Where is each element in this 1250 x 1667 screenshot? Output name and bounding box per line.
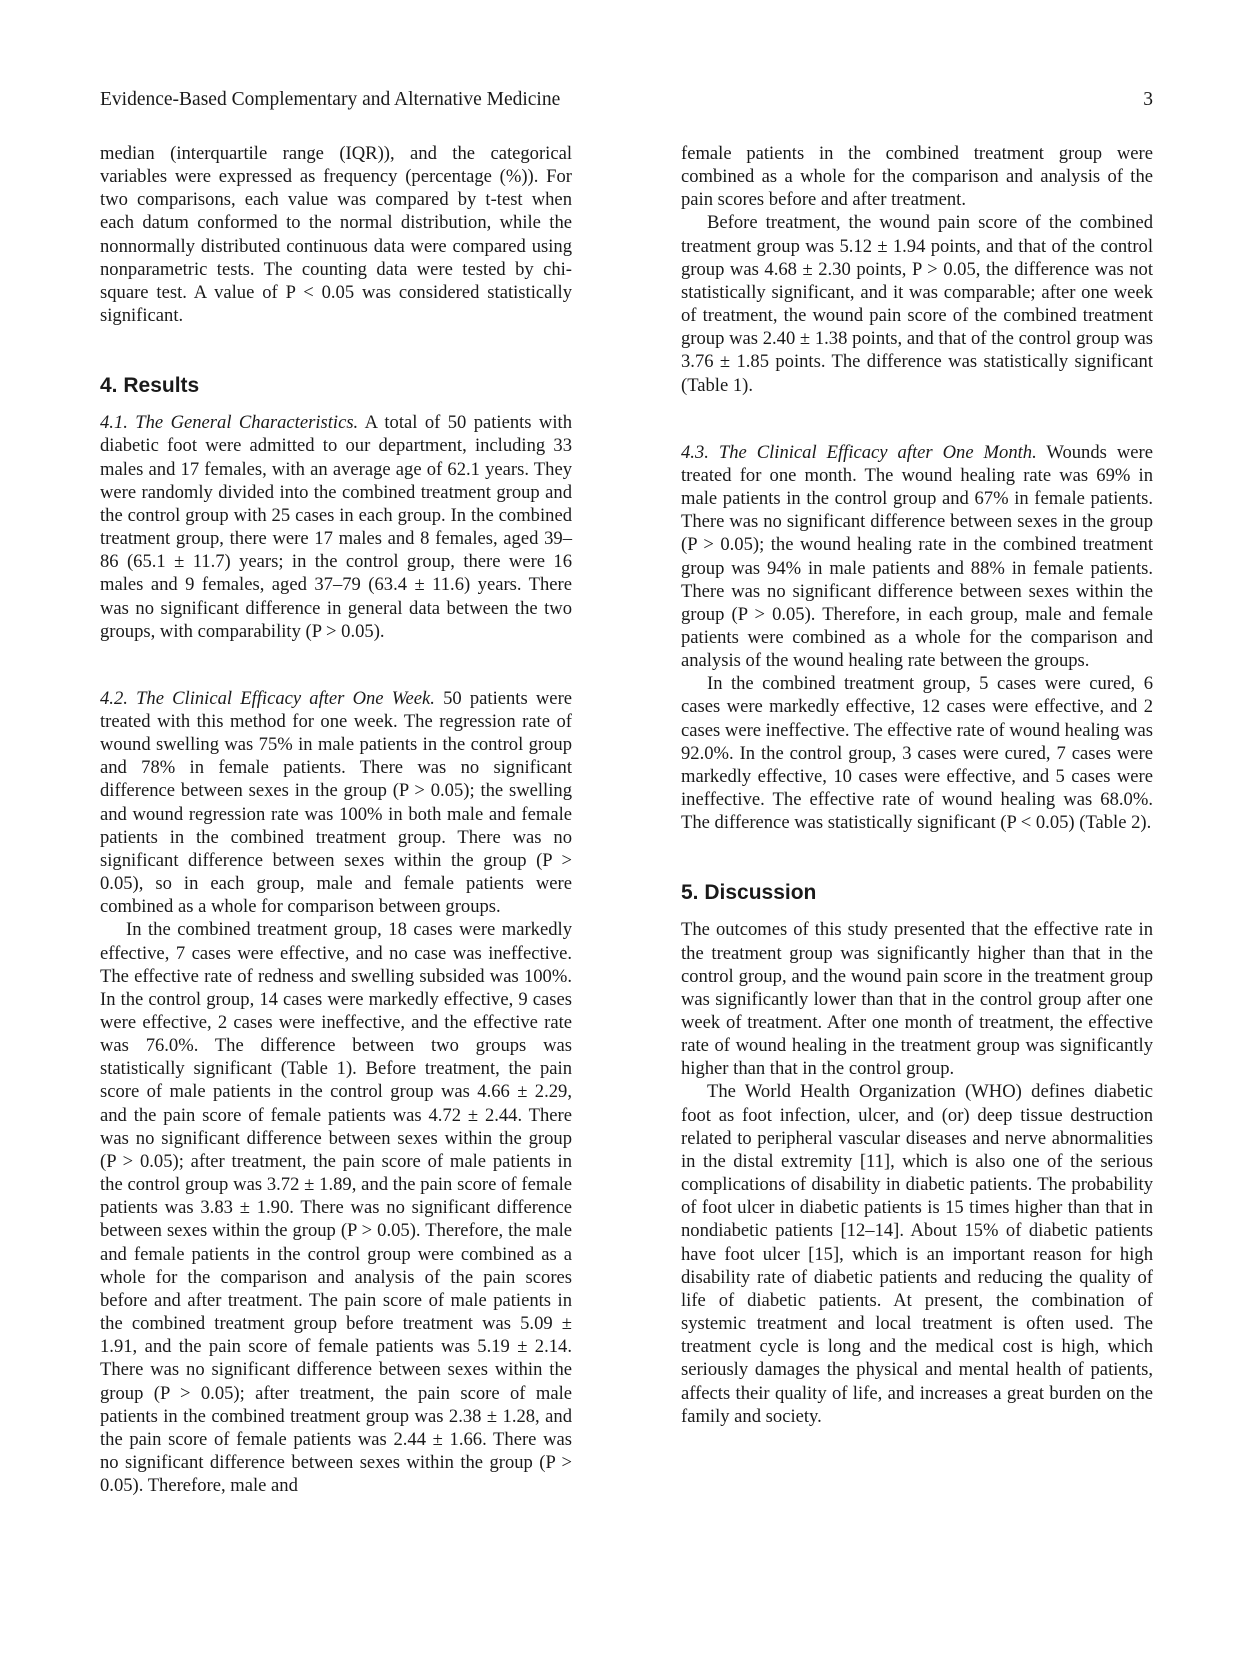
section-4-1-title: 4.1. The General Characteristics. [100,412,359,434]
discussion-heading: 5. Discussion [681,881,817,905]
left-column [100,142,572,1497]
pain-scores-continuation-paragraph: female patients in the combined treatment group were combined as a whole for the comparison and analysis of the pain scores before and after treatment. [681,143,1153,211]
section-4-1-paragraph [100,411,572,643]
running-header [100,88,1153,112]
section-4-3-text: Wounds were treated for one month. The wound healing rate was 69% in male patients in the control group and 67% in female patients. There was no significant difference between sexes in the group (P > 0.05); the wound healing rate in the combined treatment group was 94% in male patients and 88% in female patients. There was no significant difference between sexes within the group (P > 0.05). Therefore, in each group, male and female patients were combined as a whole for the comparison and analysis of the wound healing rate between the groups. [681,441,1153,672]
section-4-2-text: 50 patients were treated with this method for one week. The regression rate of wound swelling was 75% in male patients in the control group and 78% in female patients. There was no significant difference between sexes in the group (P > 0.05); the swelling and wound regression rate was 100% in both male and female patients in the combined treatment group. There was no significant difference between sexes within the group (P > 0.05), so in each group, male and female patients were combined as a whole for comparison between groups. [100,687,573,918]
section-4-2-paragraph-2: In the combined treatment group, 18 cases were markedly effective, 7 cases were effective, and no case was ineffective. The effective rate of redness and swelling subsided was 100%. In the control group, 14 cases were markedly effective, 9 cases were effective, 2 cases were ineffective, and the effective rate was 76.0%. The difference between two groups was statistically significant (Table 1). Before treatment, the pain score of male patients in the control group was 4.66 ± 2.29, and the pain score of female patients was 4.72 ± 2.44. There was no significant difference between sexes within the group (P > 0.05); after treatment, the pain score of male patients in the control group was 3.72 ± 1.89, and the pain score of female patients was 3.83 ± 1.90. There was no significant difference between sexes within the group (P > 0.05). Therefore, the male and female patients in the control group were combined as a whole for the comparison and analysis of the pain scores before and after treatment. The pain score of male patients in the combined treatment group before treatment was 5.09 ± 1.91, and the pain score of female patients was 5.19 ± 2.14. There was no significant difference between sexes within the group (P > 0.05); after treatment, the pain score of male patients in the combined treatment group was 2.38 ± 1.28, and the pain score of female patients was 2.44 ± 1.66. There was no significant difference between sexes within the group (P > 0.05). Therefore, male and [100,919,572,1497]
results-heading: 4. Results [100,374,200,398]
right-column [681,142,1153,1428]
section-4-3-paragraph [681,441,1153,673]
section-4-2-paragraph [100,687,572,919]
section-4-1-text: A total of 50 patients with diabetic foot were admitted to our department, including 33 males and 17 females, with an average age of 62.1 years. They were randomly divided into the combined treatment group and the control group with 25 cases in each group. In the combined treatment group, there were 17 males and 8 females, aged 39–86 (65.1 ± 11.7) years; in the control group, there were 16 males and 9 females, aged 37–79 (63.4 ± 11.6) years. There was no significant difference in general data between the two groups, with comparability (P > 0.05). [100,412,572,642]
section-4-2-title: 4.2. The Clinical Efficacy after One Week. [100,687,435,709]
section-4-3-title: 4.3. The Clinical Efficacy after One Month. [681,441,1037,463]
journal-title: Evidence-Based Complementary and Alternative Medicine [100,89,561,110]
section-4-3-paragraph-2: In the combined treatment group, 5 cases were cured, 6 cases were markedly effective, 12 cases were effective, and 2 cases were ineffective. The effective rate of wound healing was 92.0%. In the control group, 3 cases were cured, 7 cases were markedly effective, 10 cases were effective, and 5 cases were ineffective. The effective rate of wound healing was 68.0%. The difference was statistically significant (P < 0.05) (Table 2). [681,673,1153,834]
page-number: 3 [1143,89,1153,110]
wound-pain-paragraph: Before treatment, the wound pain score of the combined treatment group was 5.12 ± 1.94 points, and that of the control group was 4.68 ± 2.30 points, P > 0.05, the difference was not statistically significant, and it was comparable; after one week of treatment, the wound pain score of the combined treatment group was 2.40 ± 1.38 points, and that of the control group was 3.76 ± 1.85 points. The difference was statistically significant (Table 1). [681,212,1153,396]
methods-continuation-paragraph: median (interquartile range (IQR)), and the categorical variables were expressed as frequency (percentage (%)). For two comparisons, each value was compared by t-test when each datum conformed to the normal distribution, while the nonnormally distributed continuous data were compared using nonparametric tests. The counting data were tested by chi-square test. A value of P < 0.05 was considered statistically significant. [100,143,572,327]
discussion-paragraph-1: The outcomes of this study presented that the effective rate in the treatment group was significantly higher than that in the control group, and the wound pain score in the treatment group was significantly lower than that in the control group after one week of treatment. After one month of treatment, the effective rate of wound healing in the treatment group was significantly higher than that in the control group. [681,919,1153,1080]
discussion-paragraph-2: The World Health Organization (WHO) defines diabetic foot as foot infection, ulcer, and (or) deep tissue destruction related to peripheral vascular diseases and nerve abnormalities in the distal extremity [11], which is also one of the serious complications of disability in diabetic patients. The probability of foot ulcer in diabetic patients is 15 times higher than that in nondiabetic patients [12–14]. About 15% of diabetic patients have foot ulcer [15], which is an important reason for high disability rate of diabetic patients and reducing the quality of life of diabetic patients. At present, the combination of systemic treatment and local treatment is often used. The treatment cycle is long and the medical cost is high, which seriously damages the physical and mental health of patients, affects their quality of life, and increases a great burden on the family and society. [681,1081,1153,1427]
